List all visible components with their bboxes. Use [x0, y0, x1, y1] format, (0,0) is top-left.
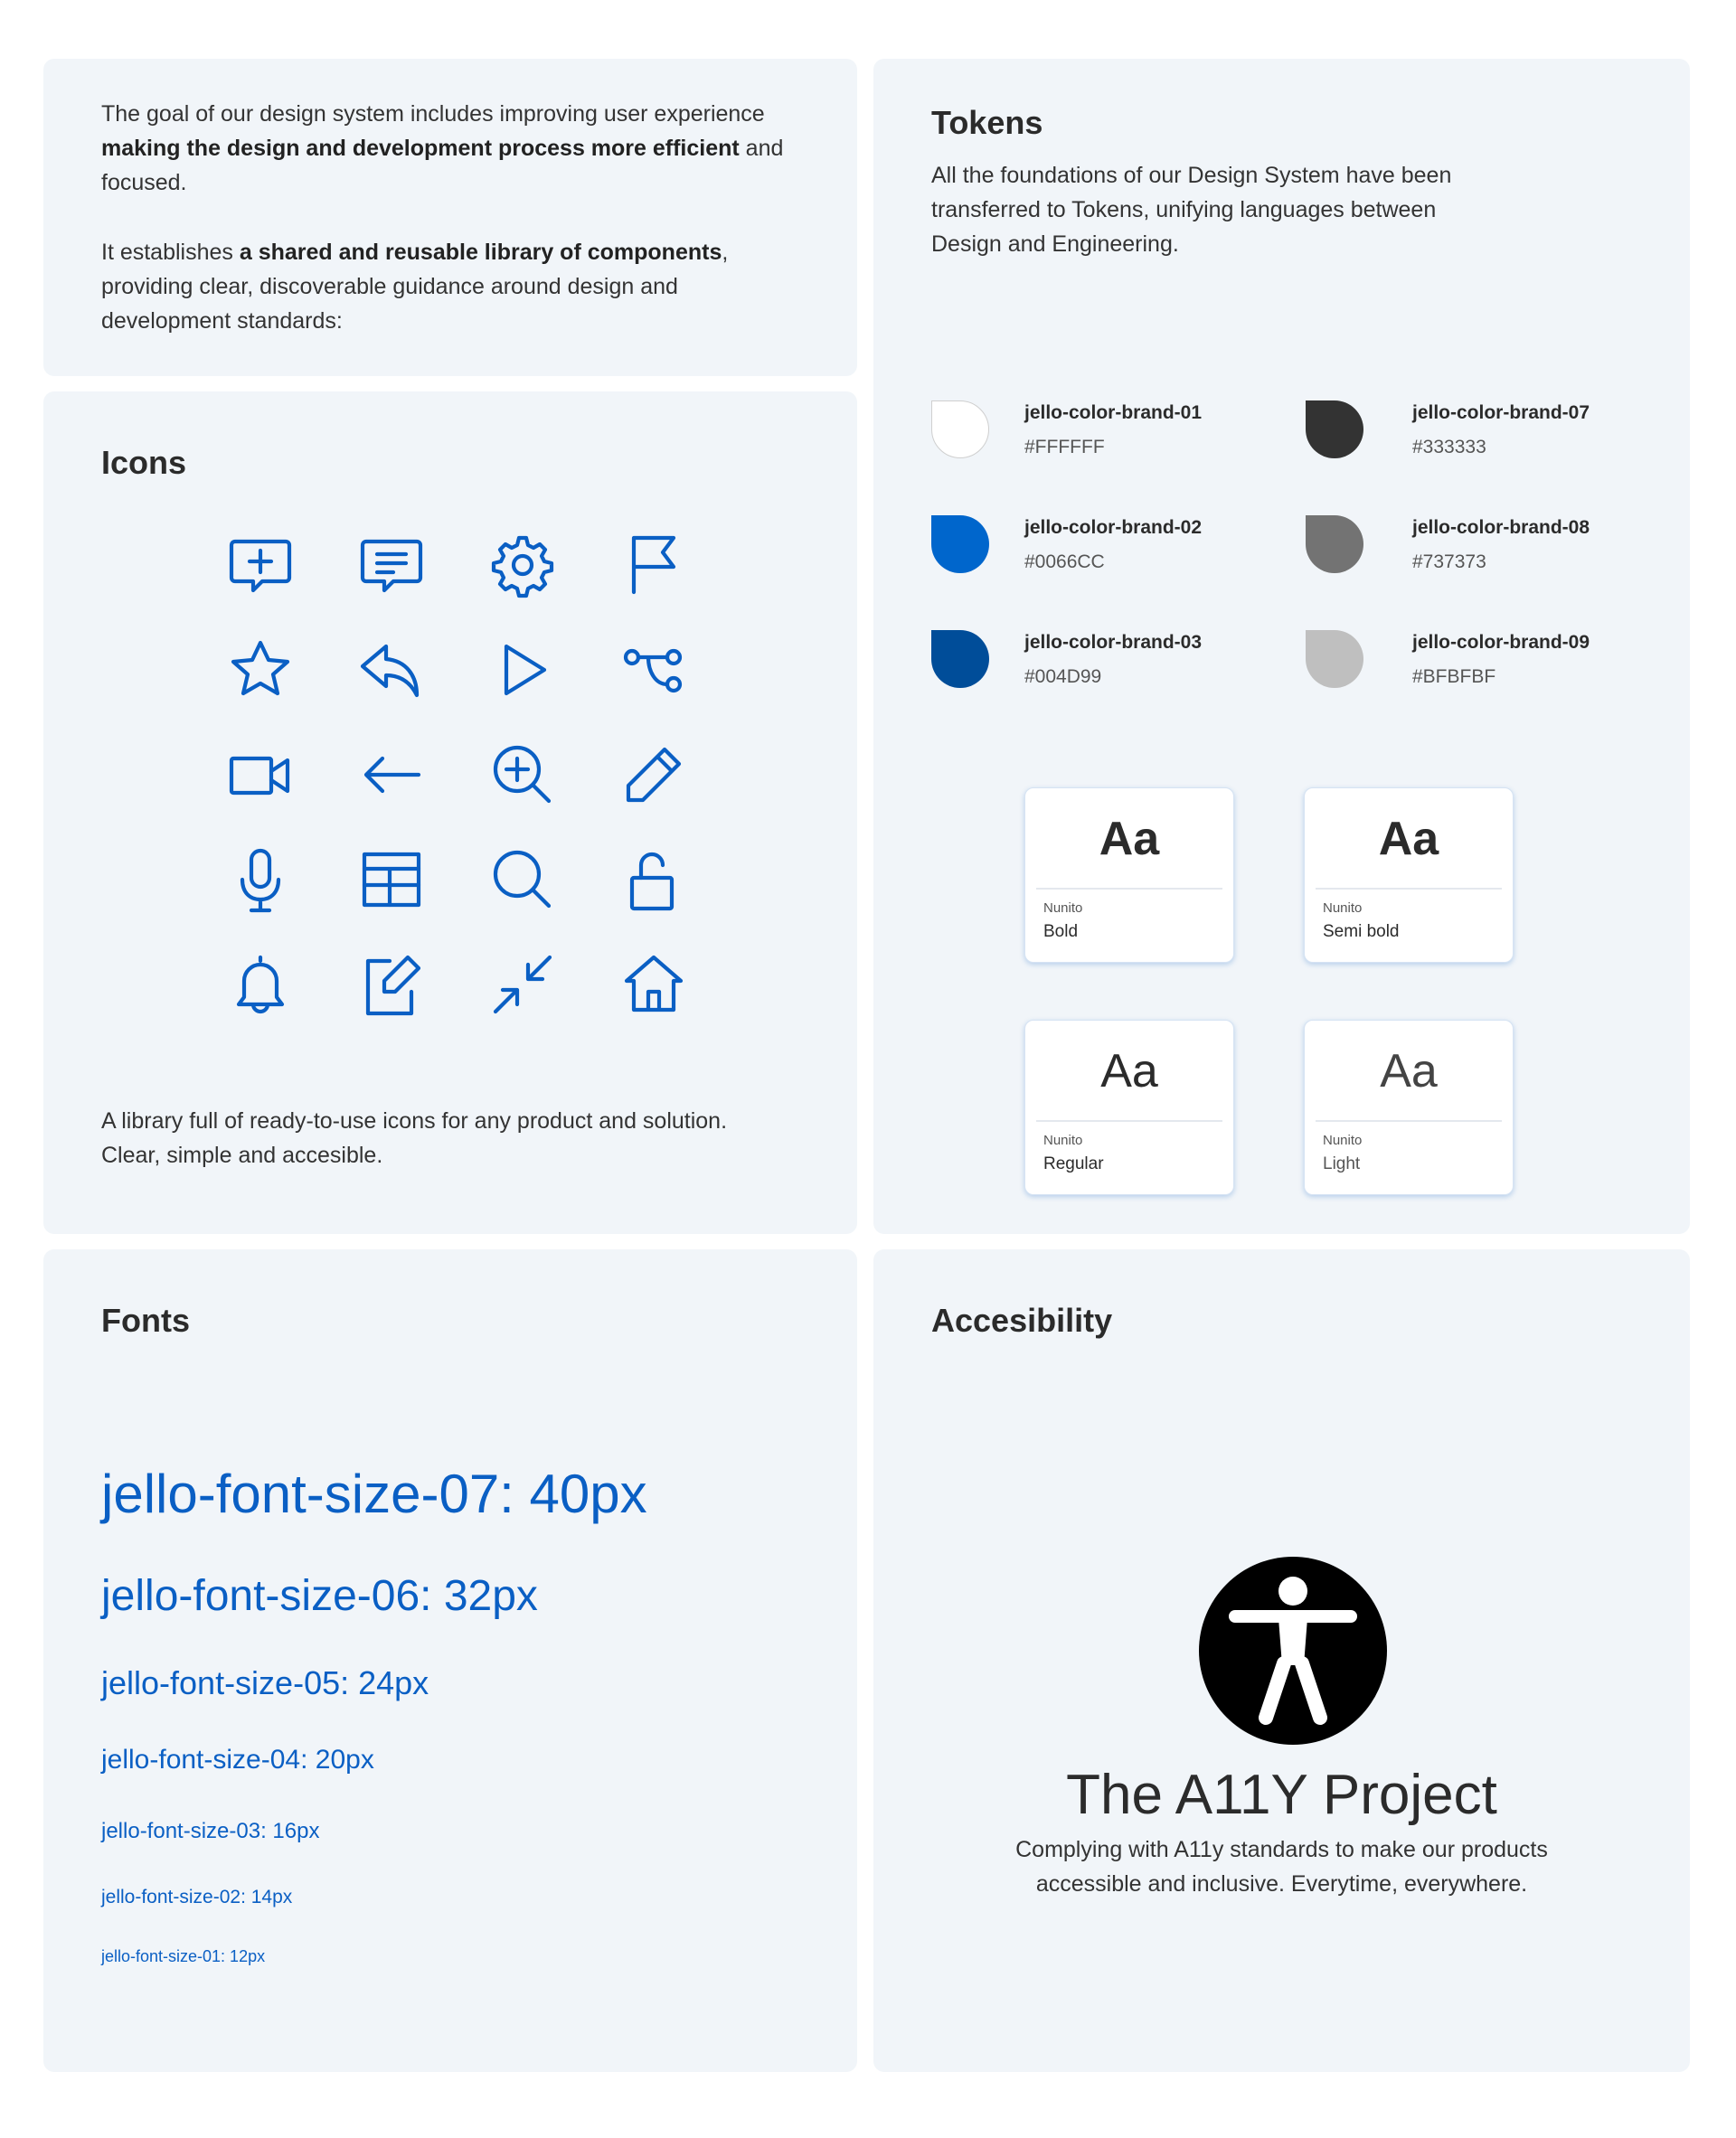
color-token [1306, 515, 1667, 579]
icons-panel [43, 391, 857, 1234]
fonts-title: Fonts [101, 1302, 190, 1339]
typeface-family: Nunito [1323, 900, 1363, 916]
font-size-05-sample: jello-font-size-05: 24px [101, 1664, 429, 1701]
font-size-07-sample: jello-font-size-07: 40px [101, 1464, 647, 1524]
color-token-name: jello-color-brand-03 [1024, 632, 1203, 653]
divider [1316, 1120, 1502, 1122]
color-token [1306, 400, 1667, 464]
typeface-card-regular [1024, 1020, 1234, 1195]
typeface-family: Nunito [1323, 1133, 1363, 1148]
color-token-hex: #333333 [1412, 437, 1486, 457]
typeface-weight: Regular [1043, 1154, 1104, 1173]
table-icon [355, 843, 428, 916]
intro-emphasis: a shared and reusable library of components [239, 240, 722, 265]
typeface-sample: Aa [1378, 813, 1439, 865]
font-size-02-sample: jello-font-size-02: 14px [101, 1887, 293, 1907]
color-token-name: jello-color-brand-02 [1024, 517, 1203, 538]
typeface-weight: Semi bold [1323, 922, 1400, 941]
color-token-name: jello-color-brand-09 [1412, 632, 1590, 653]
font-size-04-sample: jello-font-size-04: 20px [101, 1745, 374, 1775]
fonts-panel [43, 1249, 857, 2072]
color-swatch [1306, 400, 1363, 458]
color-swatch [931, 630, 989, 688]
font-size-03-sample: jello-font-size-03: 16px [101, 1819, 320, 1843]
color-token-name: jello-color-brand-07 [1412, 402, 1590, 423]
intro-text: and focused. [101, 136, 784, 195]
flag-icon [618, 529, 690, 601]
typeface-weight: Bold [1043, 922, 1079, 941]
icons-description: A library full of ready-to-use icons for any product and solution. Clear, simple and accesible. [101, 1108, 728, 1168]
color-token [931, 630, 1293, 693]
font-size-06-sample: jello-font-size-06: 32px [101, 1572, 538, 1620]
comment-text-icon [355, 529, 428, 601]
zoom-in-icon [486, 739, 559, 811]
color-swatch [931, 515, 989, 573]
intro-paragraph-2 [101, 235, 807, 338]
color-token-name: jello-color-brand-08 [1412, 517, 1590, 538]
icons-title: Icons [101, 444, 187, 481]
divider [1316, 888, 1502, 890]
color-token [931, 515, 1293, 579]
workflow-icon [618, 634, 690, 706]
gear-icon [486, 529, 559, 601]
minimize-icon [486, 948, 559, 1021]
font-size-01-sample: jello-font-size-01: 12px [101, 1947, 266, 1965]
a11y-project-name: The A11Y Project [1066, 1764, 1497, 1826]
typeface-family: Nunito [1043, 1133, 1083, 1148]
color-token-hex: #737373 [1412, 551, 1486, 572]
color-token-hex: #004D99 [1024, 666, 1102, 687]
typeface-card-semibold [1304, 787, 1514, 963]
tokens-title: Tokens [931, 104, 1043, 141]
bell-icon [224, 948, 297, 1021]
color-swatch [931, 400, 989, 458]
divider [1036, 1120, 1222, 1122]
intro-text: The goal of our design system includes improving user experience [101, 101, 765, 127]
microphone-icon [224, 843, 297, 916]
tokens-description: All the foundations of our Design System have been transferred to Tokens, unifying languages between Design and Engineering. [931, 163, 1452, 257]
intro-text: It establishes [101, 240, 240, 265]
typeface-sample: Aa [1380, 1045, 1438, 1097]
search-icon [486, 843, 559, 916]
color-swatch [1306, 630, 1363, 688]
color-token-hex: #BFBFBF [1412, 666, 1496, 687]
arrow-left-icon [355, 739, 428, 811]
color-token-hex: #FFFFFF [1024, 437, 1105, 457]
reply-icon [355, 634, 428, 706]
tokens-panel [873, 59, 1690, 1234]
intro-emphasis: making the design and development process more efficient [101, 136, 740, 161]
divider [1036, 888, 1222, 890]
typeface-weight: Light [1323, 1154, 1361, 1173]
star-icon [224, 634, 297, 706]
color-token [931, 400, 1293, 464]
intro-text: , providing clear, discoverable guidance around design and development standards: [101, 240, 729, 334]
accessibility-panel [873, 1249, 1690, 2072]
color-token [1306, 630, 1667, 693]
video-icon [224, 739, 297, 811]
intro-paragraph-1 [101, 97, 825, 200]
accessibility-description: Complying with A11y standards to make our products accessible and inclusive. Everytime, everywhere. [1015, 1837, 1548, 1897]
accessibility-icon [1199, 1557, 1387, 1745]
typeface-card-bold [1024, 787, 1234, 963]
home-icon [618, 948, 690, 1021]
accessibility-title: Accesibility [931, 1302, 1113, 1339]
play-icon [486, 634, 559, 706]
edit-icon [355, 948, 428, 1021]
typeface-card-light [1304, 1020, 1514, 1195]
typeface-sample: Aa [1100, 1045, 1158, 1097]
intro-panel [43, 59, 857, 376]
comment-add-icon [224, 529, 297, 601]
color-swatch [1306, 515, 1363, 573]
unlock-icon [618, 843, 690, 916]
typeface-family: Nunito [1043, 900, 1083, 916]
color-token-hex: #0066CC [1024, 551, 1105, 572]
pencil-icon [618, 739, 690, 811]
color-token-name: jello-color-brand-01 [1024, 402, 1203, 423]
typeface-sample: Aa [1099, 813, 1160, 865]
